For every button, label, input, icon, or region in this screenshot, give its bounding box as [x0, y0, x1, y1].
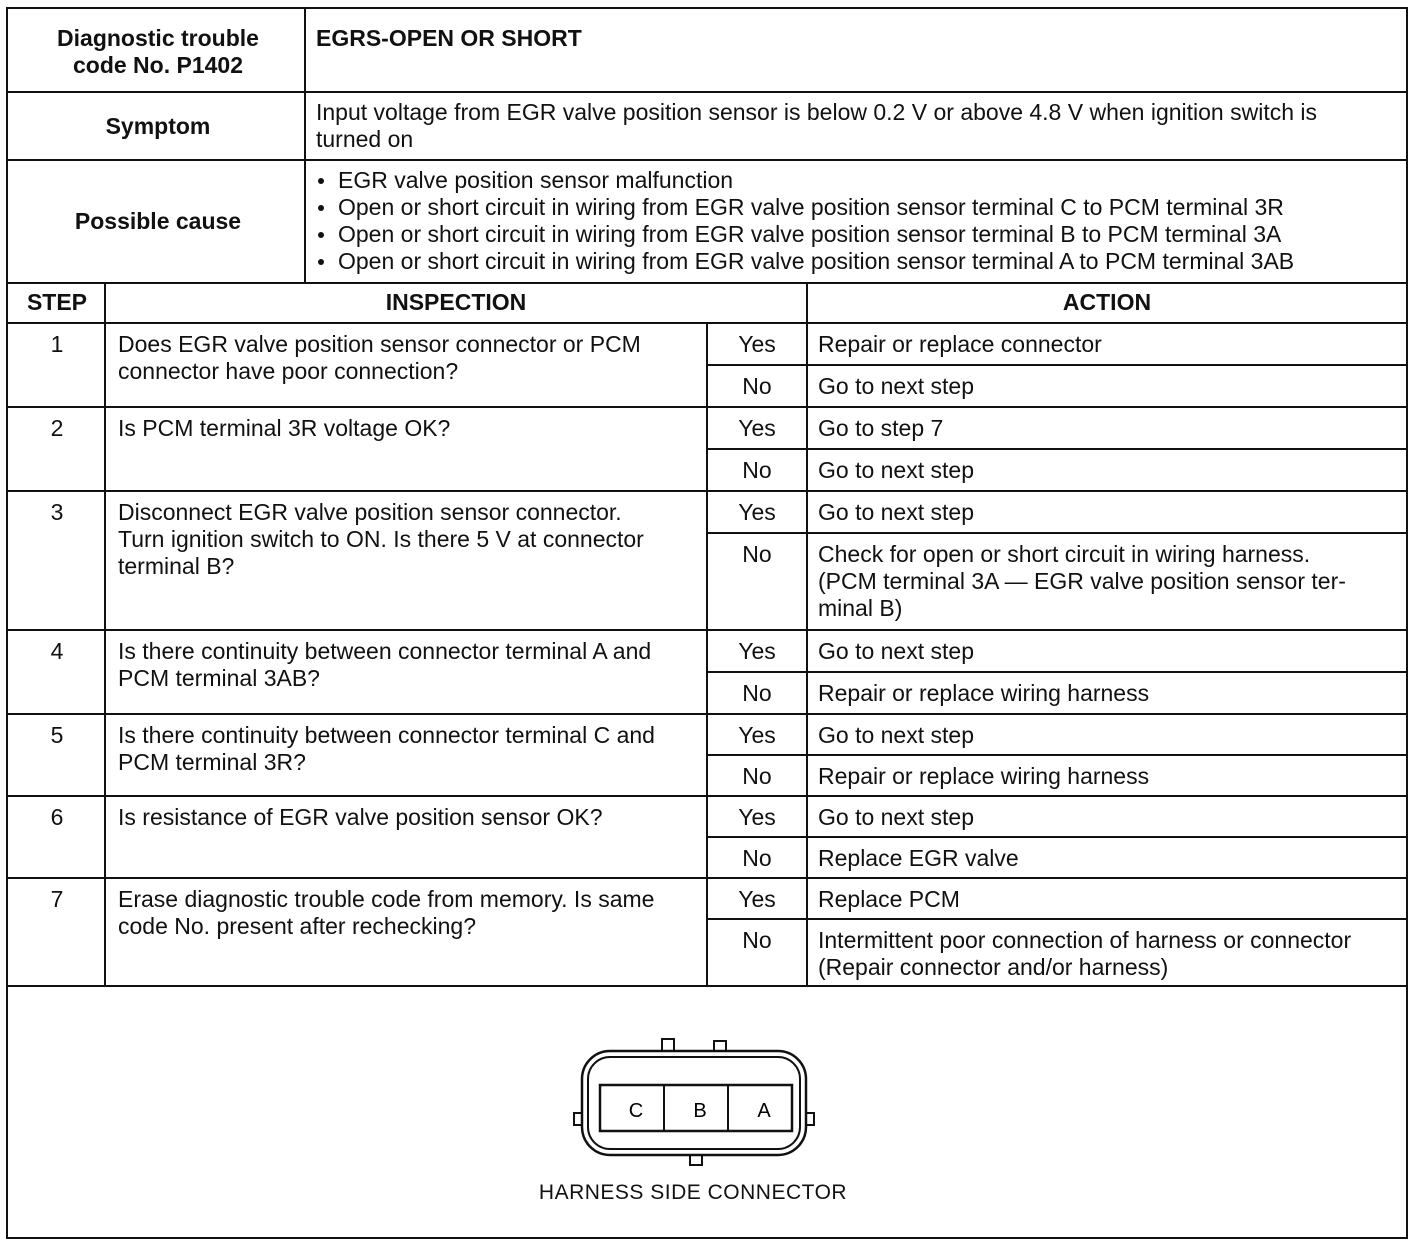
no-action-line: (PCM terminal 3A — EGR valve position sensor ter-	[818, 568, 1346, 594]
yes-action	[818, 886, 960, 913]
no-action-line: Check for open or short circuit in wiring harness.	[818, 541, 1311, 567]
yes-action	[818, 722, 974, 749]
no-action-line: minal B)	[818, 595, 903, 621]
column-divider	[806, 282, 808, 987]
step-inspection	[118, 638, 651, 692]
step-inspection-line: Is there continuity between connector terminal A and	[118, 638, 652, 664]
step-number: 7	[50, 886, 64, 912]
symptom-label: Symptom	[105, 113, 211, 139]
step-number: 2	[50, 415, 64, 441]
step-inspection-line: Erase diagnostic trouble code from memory. Is same	[118, 886, 655, 912]
dtc-label-line1: Diagnostic trouble	[57, 25, 259, 51]
yes-no-divider	[706, 532, 1406, 534]
step-number: 4	[50, 638, 64, 664]
yes-label: Yes	[738, 638, 776, 664]
cause-item: Open or short circuit in wiring from EGR valve position sensor terminal A to PCM terminal 3AB	[314, 248, 1294, 275]
row-divider	[8, 282, 1406, 284]
dtc-label-line2: code No. P1402	[72, 52, 244, 78]
no-action	[818, 457, 974, 484]
no-label: No	[742, 541, 772, 567]
yes-action-line: Replace PCM	[818, 886, 960, 912]
step-inspection-line: terminal B?	[118, 553, 235, 579]
yes-no-divider	[706, 918, 1406, 920]
yes-label: Yes	[738, 331, 776, 357]
yes-action-line: Go to next step	[818, 638, 974, 664]
no-action-line: Go to next step	[818, 373, 974, 399]
yes-action	[818, 499, 974, 526]
yes-label: Yes	[738, 415, 776, 441]
column-divider	[104, 282, 106, 987]
no-label: No	[742, 845, 772, 871]
step-inspection-line: Is there continuity between connector terminal C and	[118, 722, 655, 748]
step-inspection	[118, 499, 644, 580]
no-action	[818, 373, 974, 400]
no-action-line: Repair or replace wiring harness	[818, 763, 1150, 789]
column-header-action: ACTION	[1062, 289, 1152, 315]
no-action-line: Intermittent poor connection of harness or connector	[818, 927, 1352, 953]
step-number: 1	[50, 331, 64, 357]
step-inspection	[118, 722, 655, 776]
symptom-text-line1: Input voltage from EGR valve position sensor is below 0.2 V or above 4.8 V when ignition switch is	[316, 99, 1318, 125]
yes-no-divider	[706, 364, 1406, 366]
step-number: 6	[50, 804, 64, 830]
cause-item: Open or short circuit in wiring from EGR valve position sensor terminal C to PCM terminal 3R	[314, 194, 1294, 221]
no-action-line: (Repair connector and/or harness)	[818, 954, 1169, 980]
possible-cause-list	[314, 167, 1294, 275]
step-inspection-line: Disconnect EGR valve position sensor connector.	[118, 499, 622, 525]
yes-no-divider	[706, 671, 1406, 673]
step-inspection-line: Does EGR valve position sensor connector or PCM	[118, 331, 641, 357]
row-divider	[8, 91, 1406, 93]
symptom-text	[316, 99, 1317, 153]
no-action	[818, 541, 1346, 622]
yes-label: Yes	[738, 886, 776, 912]
no-label: No	[742, 763, 772, 789]
no-action-line: Replace EGR valve	[818, 845, 1019, 871]
terminal-b-label: B	[693, 1100, 707, 1122]
cause-item: EGR valve position sensor malfunction	[314, 167, 1294, 194]
yes-action-line: Go to next step	[818, 499, 974, 525]
yes-action-line: Repair or replace connector	[818, 331, 1102, 357]
yes-label: Yes	[738, 499, 776, 525]
yes-action	[818, 804, 974, 831]
yes-no-divider	[706, 754, 1406, 756]
terminal-a-label: A	[757, 1100, 771, 1122]
step-inspection	[118, 415, 450, 442]
yes-action	[818, 638, 974, 665]
step-inspection-line: code No. present after rechecking?	[118, 913, 476, 939]
step-inspection	[118, 804, 603, 831]
no-label: No	[742, 680, 772, 706]
step-inspection-line: Is PCM terminal 3R voltage OK?	[118, 415, 451, 441]
no-action	[818, 763, 1149, 790]
column-header-step: STEP	[26, 289, 88, 315]
yes-action-line: Go to next step	[818, 722, 974, 748]
column-divider	[706, 322, 708, 987]
terminal-c-label: C	[628, 1100, 644, 1122]
column-header-inspection: INSPECTION	[385, 289, 527, 315]
step-inspection	[118, 331, 641, 385]
diagnostic-table	[6, 7, 1408, 1239]
step-inspection-line: PCM terminal 3AB?	[118, 665, 320, 691]
row-divider	[8, 159, 1406, 161]
yes-no-divider	[706, 448, 1406, 450]
yes-no-divider	[706, 836, 1406, 838]
no-label: No	[742, 373, 772, 399]
no-label: No	[742, 927, 772, 953]
symptom-text-line2: turned on	[316, 126, 414, 152]
step-inspection	[118, 886, 654, 940]
dtc-title: EGRS-OPEN OR SHORT	[316, 25, 582, 51]
yes-action-line: Go to next step	[818, 804, 974, 830]
step-inspection-line: connector have poor connection?	[118, 358, 459, 384]
connector-caption: HARNESS SIDE CONNECTOR	[538, 1181, 848, 1204]
no-action-line: Go to next step	[818, 457, 974, 483]
column-divider	[304, 9, 306, 284]
no-action-line: Repair or replace wiring harness	[818, 680, 1150, 706]
connector-tab	[662, 1039, 674, 1051]
yes-action	[818, 331, 1102, 358]
dtc-label	[10, 25, 306, 79]
yes-action-line: Go to step 7	[818, 415, 944, 441]
step-number: 5	[50, 722, 64, 748]
yes-label: Yes	[738, 804, 776, 830]
no-action	[818, 680, 1149, 707]
step-inspection-line: Turn ignition switch to ON. Is there 5 V at connector	[118, 526, 644, 552]
cause-item: Open or short circuit in wiring from EGR valve position sensor terminal B to PCM terminal 3A	[314, 221, 1294, 248]
step-inspection-line: Is resistance of EGR valve position sensor OK?	[118, 804, 603, 830]
connector-diagram	[570, 1035, 820, 1175]
yes-action	[818, 415, 943, 442]
step-number: 3	[50, 499, 64, 525]
no-action	[818, 845, 1019, 872]
no-action	[818, 927, 1351, 981]
possible-cause-label: Possible cause	[74, 208, 242, 234]
step-inspection-line: PCM terminal 3R?	[118, 749, 306, 775]
yes-label: Yes	[738, 722, 776, 748]
no-label: No	[742, 457, 772, 483]
